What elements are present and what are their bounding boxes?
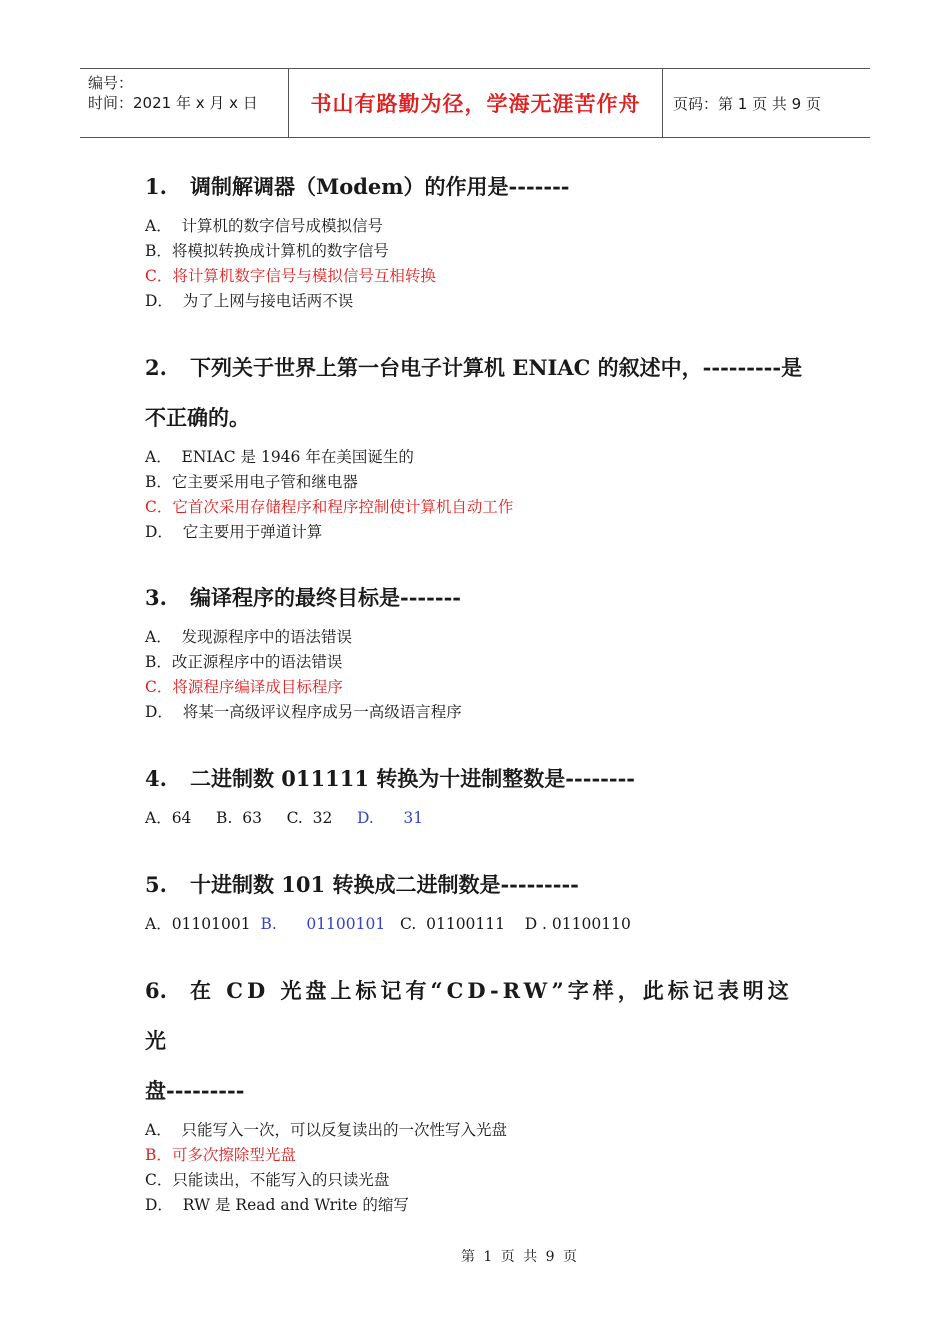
question-number: 2. (145, 355, 167, 380)
question-text: 编译程序的最终目标是------- (190, 585, 462, 610)
question-2 (145, 343, 815, 545)
question-1 (145, 162, 815, 314)
question-title (145, 162, 815, 212)
question-5 (145, 860, 815, 937)
code-label: 编号： (88, 74, 134, 92)
option-b-answer: B．可多次擦除型光盘 (145, 1146, 296, 1164)
question-number: 3. (145, 585, 167, 610)
question-6 (145, 966, 815, 1218)
option-c-answer: C．将计算机数字信号与模拟信号互相转换 (145, 267, 436, 285)
header-page-info: 页码：第 1 页 共 9 页 (673, 94, 821, 113)
header-motto: 书山有路勤为径，学海无涯苦作舟 (289, 69, 663, 137)
option-a: A． 发现源程序中的语法错误 (145, 628, 353, 646)
question-text: 下列关于世界上第一台电子计算机 ENIAC 的叙述中，---------是 (190, 355, 803, 380)
question-title-continued: 盘--------- (145, 1078, 245, 1103)
question-text: 二进制数 011111 转换为十进制整数是-------- (190, 766, 636, 791)
question-title (145, 754, 815, 804)
option-d-answer: D. 31 (357, 809, 424, 827)
page-header (80, 68, 870, 138)
option-b: B．将模拟转换成计算机的数字信号 (145, 242, 389, 260)
question-number: 1. (145, 174, 167, 199)
option-b: B．改正源程序中的语法错误 (145, 653, 343, 671)
question-title (145, 343, 815, 393)
question-title (145, 860, 815, 910)
options-inline (145, 806, 815, 831)
option-d: D． 它主要用于弹道计算 (145, 523, 323, 541)
option-a: A．01101001 (145, 915, 261, 933)
option-c-answer: C．将源程序编译成目标程序 (145, 678, 343, 696)
question-text: 调制解调器（Modem）的作用是------- (190, 174, 570, 199)
question-text: 在 CD 光盘上标记有“CD-RW”字样，此标记表明这光 (145, 978, 793, 1053)
question-title (145, 573, 815, 623)
question-number: 5. (145, 872, 167, 897)
question-4 (145, 754, 815, 831)
header-meta (80, 69, 289, 137)
options-inline (145, 912, 815, 937)
options-c-d: C. 01100111 D . 01100110 (385, 915, 631, 933)
option-a: A． 计算机的数字信号成模拟信号 (145, 217, 384, 235)
option-a: A． 只能写入一次，可以反复读出的一次性写入光盘 (145, 1121, 508, 1139)
option-d: D． RW 是 Read and Write 的缩写 (145, 1196, 409, 1214)
question-title (145, 966, 815, 1066)
option-d: D． 为了上网与接电话两不误 (145, 292, 354, 310)
question-text: 十进制数 101 转换成二进制数是--------- (190, 872, 579, 897)
question-number: 6. (145, 978, 167, 1003)
option-c-answer: C．它首次采用存储程序和程序控制使计算机自动工作 (145, 498, 514, 516)
option-b-answer: B. 01100101 (260, 915, 386, 933)
option-a: A． ENIAC 是 1946 年在美国诞生的 (145, 448, 414, 466)
option-c: C．只能读出，不能写入的只读光盘 (145, 1171, 390, 1189)
question-title-continued: 不正确的。 (145, 405, 250, 430)
page-footer: 第 1 页 共 9 页 (460, 1249, 580, 1265)
question-number: 4. (145, 766, 167, 791)
question-3 (145, 573, 815, 725)
option-b: B．它主要采用电子管和继电器 (145, 473, 358, 491)
time-label: 时间：2021 年 x 月 x 日 (88, 94, 258, 112)
options-normal: A．64 B. 63 C. 32 (145, 809, 358, 827)
option-d: D． 将某一高级评议程序成另一高级语言程序 (145, 703, 462, 721)
